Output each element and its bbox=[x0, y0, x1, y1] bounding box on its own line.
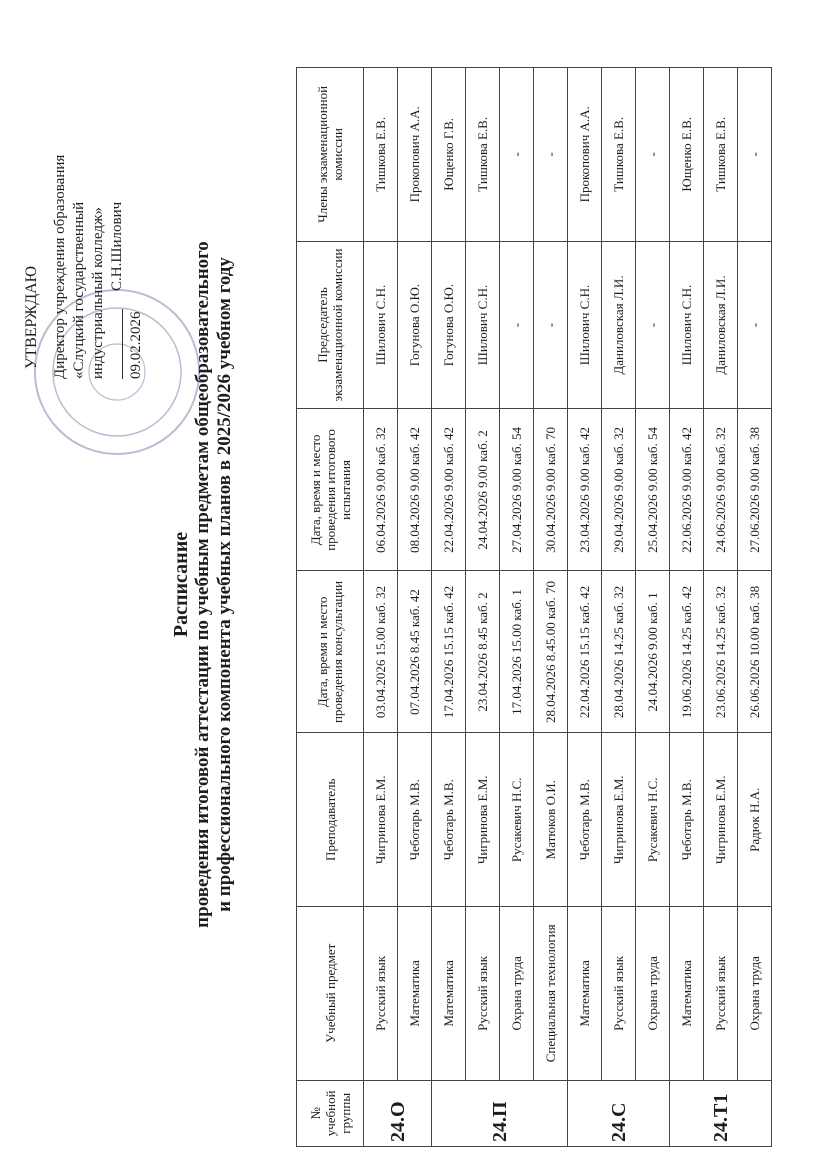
approval-block bbox=[22, 59, 146, 379]
members-cell: Тишкова Е.В. bbox=[364, 68, 398, 242]
subject-cell: Русский язык bbox=[704, 907, 738, 1081]
teacher-cell: Чигринова Е.М. bbox=[466, 733, 500, 907]
subject-cell: Русский язык bbox=[466, 907, 500, 1081]
teacher-cell: Русакевич Н.С. bbox=[636, 733, 670, 907]
group-cell: 24.П bbox=[432, 1080, 568, 1146]
chair-cell: Шилович С.Н. bbox=[466, 241, 500, 409]
subject-cell: Математика bbox=[432, 907, 466, 1081]
group-cell: 24.О bbox=[364, 1080, 432, 1146]
consultation-cell: 17.04.2026 15.15 каб. 42 bbox=[432, 571, 466, 733]
consultation-cell: 23.06.2026 14.25 каб. 32 bbox=[704, 571, 738, 733]
table-row bbox=[568, 68, 602, 1147]
table-row bbox=[636, 68, 670, 1147]
table-row bbox=[432, 68, 466, 1147]
consultation-cell: 03.04.2026 15.00 каб. 32 bbox=[364, 571, 398, 733]
table-row bbox=[466, 68, 500, 1147]
members-cell: Тишкова Е.В. bbox=[466, 68, 500, 242]
document-title bbox=[170, 0, 236, 1169]
subject-cell: Математика bbox=[670, 907, 704, 1081]
exam-cell: 06.04.2026 9.00 каб. 32 bbox=[364, 409, 398, 571]
members-cell: Тишкова Е.В. bbox=[602, 68, 636, 242]
title-line-2: и профессионального компонента учебных планов в 2025/2026 учебном году bbox=[214, 257, 235, 912]
signatory-name: С.Н.Шилович bbox=[109, 201, 125, 291]
chair-cell: - bbox=[500, 241, 534, 409]
chair-cell: Даниловская Л.И. bbox=[704, 241, 738, 409]
signature-row bbox=[108, 59, 127, 379]
consultation-cell: 17.04.2026 15.00 каб. 1 bbox=[500, 571, 534, 733]
exam-cell: 23.04.2026 9.00 каб. 42 bbox=[568, 409, 602, 571]
teacher-cell: Чигринова Е.М. bbox=[704, 733, 738, 907]
consultation-cell: 07.04.2026 8.45 каб. 42 bbox=[398, 571, 432, 733]
exam-cell: 27.04.2026 9.00 каб. 54 bbox=[500, 409, 534, 571]
approval-heading: УТВЕРЖДАЮ bbox=[23, 265, 40, 369]
teacher-cell: Чигринова Е.М. bbox=[364, 733, 398, 907]
teacher-cell: Радюк Н.А. bbox=[738, 733, 772, 907]
subject-cell: Математика bbox=[398, 907, 432, 1081]
header-exam: Дата, время и место проведения итогового испытания bbox=[297, 409, 364, 571]
members-cell: Тишкова Е.В. bbox=[704, 68, 738, 242]
header-subject: Учебный предмет bbox=[297, 907, 364, 1081]
subject-cell: Охрана труда bbox=[500, 907, 534, 1081]
chair-cell: Даниловская Л.И. bbox=[602, 241, 636, 409]
exam-cell: 25.04.2026 9.00 каб. 54 bbox=[636, 409, 670, 571]
title-main: Расписание bbox=[170, 531, 192, 638]
header-group: № учебной группы bbox=[297, 1080, 364, 1146]
table-row bbox=[670, 68, 704, 1147]
teacher-cell: Чеботарь М.В. bbox=[670, 733, 704, 907]
table-row bbox=[534, 68, 568, 1147]
teacher-cell: Чеботарь М.В. bbox=[568, 733, 602, 907]
exam-cell: 24.06.2026 9.00 каб. 32 bbox=[704, 409, 738, 571]
members-cell: Ющенко Г.В. bbox=[432, 68, 466, 242]
exam-cell: 29.04.2026 9.00 каб. 32 bbox=[602, 409, 636, 571]
chair-cell: - bbox=[738, 241, 772, 409]
members-cell: - bbox=[500, 68, 534, 242]
consultation-cell: 24.04.2026 9.00 каб. 1 bbox=[636, 571, 670, 733]
header-consultation: Дата, время и место проведения консультации bbox=[297, 571, 364, 733]
chair-cell: Шилович С.Н. bbox=[364, 241, 398, 409]
subject-cell: Охрана труда bbox=[636, 907, 670, 1081]
members-cell: - bbox=[534, 68, 568, 242]
approval-line-3: индустриальный колледж» bbox=[90, 207, 106, 379]
subject-cell: Специальная технология bbox=[534, 907, 568, 1081]
chair-cell: Шилович С.Н. bbox=[568, 241, 602, 409]
consultation-cell: 19.06.2026 14.25 каб. 42 bbox=[670, 571, 704, 733]
approval-line-2: «Слуцкий государственный bbox=[71, 201, 87, 379]
exam-cell: 30.04.2026 9.00 каб. 70 bbox=[534, 409, 568, 571]
chair-cell: - bbox=[534, 241, 568, 409]
signature-line bbox=[108, 309, 123, 379]
consultation-cell: 28.04.2026 14.25 каб. 32 bbox=[602, 571, 636, 733]
consultation-cell: 28.04.2026 8.45.00 каб. 70 bbox=[534, 571, 568, 733]
teacher-cell: Чигринова Е.М. bbox=[602, 733, 636, 907]
members-cell: Прокопович А.А. bbox=[568, 68, 602, 242]
exam-cell: 22.06.2026 9.00 каб. 42 bbox=[670, 409, 704, 571]
header-chair: Председатель экзаменационной комиссии bbox=[297, 241, 364, 409]
consultation-cell: 23.04.2026 8.45 каб. 2 bbox=[466, 571, 500, 733]
approval-line-1: Директор учреждения образования bbox=[52, 154, 68, 379]
table-row bbox=[704, 68, 738, 1147]
teacher-cell: Матюков О.И. bbox=[534, 733, 568, 907]
exam-schedule-table bbox=[296, 67, 772, 1147]
table-row bbox=[738, 68, 772, 1147]
approval-date: 09.02.2026 bbox=[128, 311, 144, 379]
exam-cell: 08.04.2026 9.00 каб. 42 bbox=[398, 409, 432, 571]
group-cell: 24.С bbox=[568, 1080, 670, 1146]
title-line-1: проведения итоговой аттестации по учебным предметам общеобразовательного bbox=[192, 241, 213, 928]
teacher-cell: Чеботарь М.В. bbox=[432, 733, 466, 907]
header-members: Члены экзаменационной комиссии bbox=[297, 68, 364, 242]
exam-cell: 24.04.2026 9.00 каб. 2 bbox=[466, 409, 500, 571]
members-cell: Ющенко Е.В. bbox=[670, 68, 704, 242]
header-teacher: Преподаватель bbox=[297, 733, 364, 907]
members-cell: Прокопович А.А. bbox=[398, 68, 432, 242]
chair-cell: Гогунова О.Ю. bbox=[432, 241, 466, 409]
chair-cell: Гогунова О.Ю. bbox=[398, 241, 432, 409]
members-cell: - bbox=[738, 68, 772, 242]
exam-cell: 27.06.2026 9.00 каб. 38 bbox=[738, 409, 772, 571]
subject-cell: Математика bbox=[568, 907, 602, 1081]
table-header-row bbox=[297, 68, 364, 1147]
teacher-cell: Русакевич Н.С. bbox=[500, 733, 534, 907]
subject-cell: Русский язык bbox=[602, 907, 636, 1081]
consultation-cell: 22.04.2026 15.15 каб. 42 bbox=[568, 571, 602, 733]
table-row bbox=[398, 68, 432, 1147]
subject-cell: Русский язык bbox=[364, 907, 398, 1081]
teacher-cell: Чеботарь М.В. bbox=[398, 733, 432, 907]
table-row bbox=[364, 68, 398, 1147]
members-cell: - bbox=[636, 68, 670, 242]
table-row bbox=[500, 68, 534, 1147]
chair-cell: - bbox=[636, 241, 670, 409]
consultation-cell: 26.06.2026 10.00 каб. 38 bbox=[738, 571, 772, 733]
chair-cell: Шилович С.Н. bbox=[670, 241, 704, 409]
subject-cell: Охрана труда bbox=[738, 907, 772, 1081]
exam-cell: 22.04.2026 9.00 каб. 42 bbox=[432, 409, 466, 571]
group-cell: 24.Т1 bbox=[670, 1080, 772, 1146]
table-row bbox=[602, 68, 636, 1147]
